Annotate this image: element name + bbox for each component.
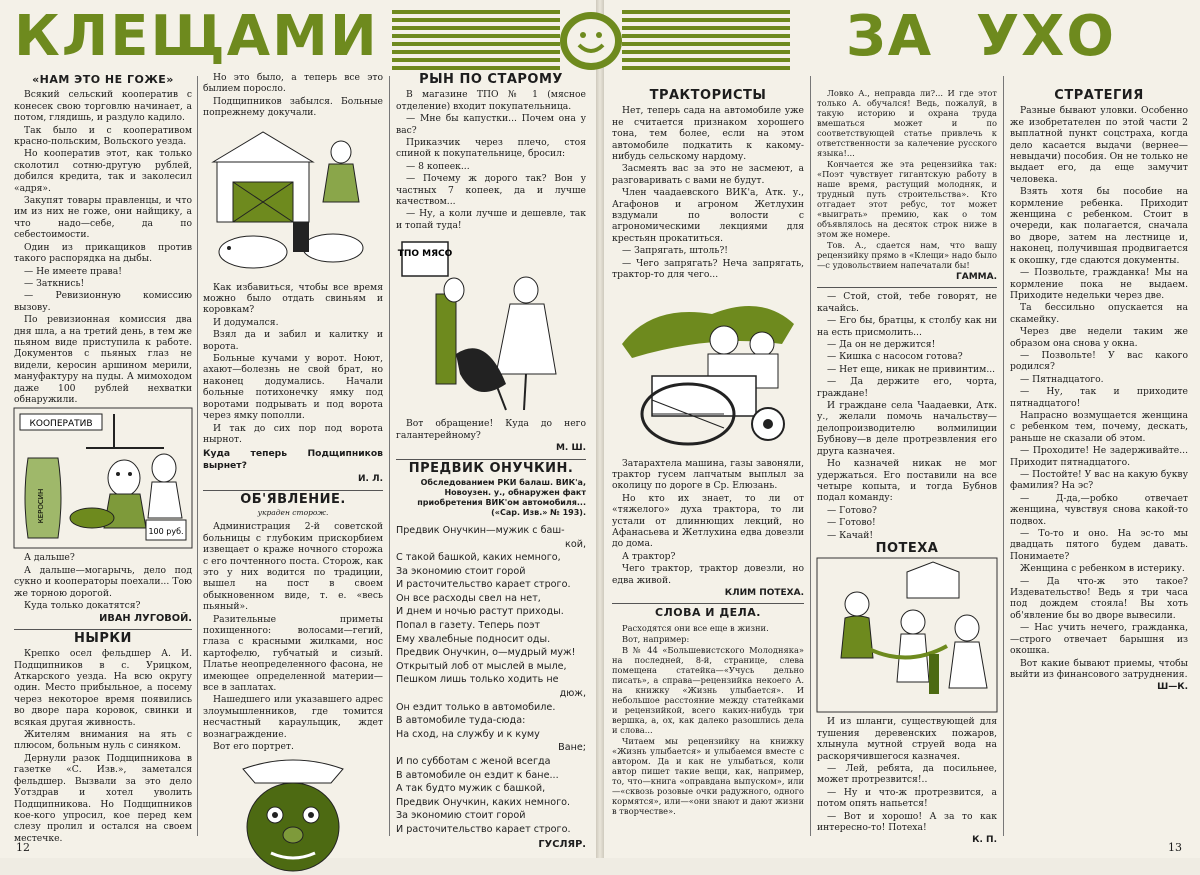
paragraph: В № 44 «Большевистского Молодняка» на последней, 8-й, странице, слева помещена статейка—«Учусь дельно писать», а справа—рецензийка некоего А. на книжку «Жизнь улыбается». И небольшое расстояние между статейками и рецензийкой, всего каких-нибудь три вершка, а, ох, как далеко разошлись дела и слова... <box>612 644 804 735</box>
verse-line: дюж, <box>559 688 586 700</box>
paragraph: — Готово? <box>827 504 877 516</box>
paragraph: Но казначей никак не мог удержаться. Его поставили на все четыре копыта, и тогда Бубнов подал команду: <box>817 458 997 504</box>
page-number-left: 12 <box>16 841 30 854</box>
slova-signature: ГАММА. <box>956 272 997 282</box>
paragraph: Чего трактор, трактор довезли, но едва живой. <box>612 563 804 586</box>
article-title-ryn: РЫН ПО СТАРОМУ <box>419 72 563 87</box>
onuchkin-verse <box>396 525 586 837</box>
verse-line: За экономию стоит горой <box>396 565 526 577</box>
paragraph: — То-то и оно. На эс-то мы двадцать пятого будем давать. Понимаете? <box>1010 528 1188 562</box>
paragraph: А дальше? <box>24 552 75 564</box>
ryn-after <box>396 418 586 441</box>
paragraph: Вот какие бывают приемы, чтобы выйти из финансового затруднения. <box>1010 657 1188 680</box>
slova-body <box>612 623 804 816</box>
paragraph: Приказчик через плечо, стоя спиной к покупательнице, бросил: <box>396 137 586 160</box>
paragraph: Подщипников забылся. Больные попрежнему докучали. <box>203 95 383 119</box>
paragraph: — Нет еще, никак не привинтим... <box>827 363 996 375</box>
paragraph: — 8 копеек... <box>406 160 470 172</box>
paragraph: Дернули разок Подщипникова в газетке «С. Изв.», заметался фельдшер. Вызвали за это дело Уотздрав и хотел уволить Подщипникова. Но Подщипников кое-кого упросил, кое перед кем слезу пролил и остался на своем местечке. <box>14 752 192 844</box>
paragraph: Вот его портрет. <box>213 741 294 753</box>
strategiya-body <box>1010 105 1188 680</box>
paragraph: — Нас учить нечего, гражданка,—строго отвечает барышня из окошка. <box>1010 622 1188 657</box>
paragraph: Вот обращение! Куда до него галантерейному? <box>396 418 586 441</box>
paragraph: Нет, теперь сада на автомобиле уже не считается признаком хорошего тона, тем более, если на этом автомобиле подкатить к какому-нибудь сельскому нардому. <box>612 105 804 163</box>
paragraph: — Лей, ребята, да посильнее, может протрезвится!.. <box>817 762 997 786</box>
verse-line: кой, <box>565 538 586 550</box>
masthead <box>0 6 1200 70</box>
paragraph: — Почему ж дорого так? Вон у частных 7 копеек, да и лучше качеством... <box>396 173 586 208</box>
paragraph: Та бессильно опускается на скамейку. <box>1010 302 1188 325</box>
ne-goje-body <box>14 89 192 405</box>
shop-sign-text: ТПО МЯСО <box>397 249 453 260</box>
left-column-3 <box>396 72 586 850</box>
paragraph: Кончается же эта рецензийка так: «Поэт чувствует гигантскую работу в наше время, растущий молодняк, и трудный путь строительства». Кто отгадает этот ребус, тот может «выиграть» премию, как о том объявлялось на десяток строк ниже в этом же номере. <box>817 159 997 239</box>
paragraph: — Позвольте, гражданка! Мы на кормление пока не выдаем. Приходите недельки через две. <box>1010 267 1188 301</box>
paragraph: Один из прикащиков против такого распорядка на дыбы. <box>14 241 192 265</box>
article-title-nyrki: НЫРКИ <box>74 630 132 646</box>
onuchkin-signature: ГУСЛЯР. <box>538 838 586 850</box>
verse-line: Предвик Онучкин, о—мудрый муж! <box>396 647 576 659</box>
weight-label: 100 руб. <box>148 527 184 537</box>
nyrki-cont-after <box>203 282 383 446</box>
paragraph: — Проходите! Не задерживайте... Приходит пятнадцатого. <box>1010 445 1188 468</box>
shop-dog-illustration <box>396 234 586 414</box>
divider <box>396 459 586 460</box>
article-title-onuchkin: ПРЕДВИК ОНУЧКИН. <box>408 460 574 476</box>
paragraph: — Ну, а коли лучше и дешевле, так и топай туда! <box>396 208 586 231</box>
paragraph: — Мне бы капустки... Почем она у вас? <box>396 113 586 136</box>
verse-line: На сход, на службу и к куму <box>396 728 540 740</box>
paragraph: Как избавиться, чтобы все время можно было отдать свиньям и коровкам? <box>203 281 383 316</box>
masthead-title-uho: УХО <box>976 4 1116 69</box>
paragraph: — Заткнись! <box>24 277 85 289</box>
verse-line: Он все расходы свел на нет, <box>396 592 541 604</box>
paragraph: — Пятнадцатого. <box>1020 373 1104 385</box>
column-rule <box>810 76 811 836</box>
masthead-title-left: КЛЕЩАМИ <box>14 4 379 69</box>
paragraph: Всякий сельский кооператив с конесек свою торговлю начинает, а потом, глядишь, и раздуло кадило. <box>14 89 192 124</box>
watchman-portrait-illustration <box>203 755 383 875</box>
paragraph: И так до сих пор под ворота нырнот. <box>203 422 383 445</box>
paragraph: Жителям внимания на ять с плюсом, больным нуль с синяком. <box>14 729 192 752</box>
paragraph: Ловко А., неправда ли?... И где этот только А. обучался! Ведь, пожалуй, в такую историю и охрана труда вмешаться может и по соответствующей статье привлечь к ответственности за калечение русского языка!... <box>817 88 997 158</box>
ryn-body <box>396 89 586 231</box>
sun-face-icon <box>560 12 622 70</box>
verse-line: Пешком лишь только ходить не <box>396 674 559 686</box>
right-column-2 <box>817 72 997 846</box>
paragraph: — Да что-ж это такое? Издевательство! Ведь я три часа под дождем стояла! Вы хоть об'явление бы во дворе вывесили. <box>1010 575 1188 621</box>
poteha-body <box>817 400 997 541</box>
right-column-3 <box>1010 72 1188 842</box>
verse-line: Ване; <box>558 742 586 754</box>
paragraph: А трактор? <box>622 550 676 562</box>
poteha-signature: К. П. <box>972 835 997 846</box>
paragraph: Взять хотя бы пособие на кормление ребенка. Приходит женщина с ребенком. Стоит в очереди, как полагается, сначала во дворе, затем на лестнице и, наконец, получившая продвигается к окошку, где сдаются документы. <box>1010 186 1188 266</box>
traktoristy-after <box>612 458 804 586</box>
verse-line: Он ездит только в автомобиле. <box>396 701 556 713</box>
paragraph: Разительные приметы похищенного: волосами—гегий, глаза с красными жилками, нос картофелю, губчатый и сизый. Платье неопределенного фасона, не имеющее определенной материи—все в заплатах. <box>203 613 383 694</box>
article-title-ne-goje: «НАМ ЭТО НЕ ГОЖЕ» <box>32 73 174 86</box>
verse-line: И расточительство карает строго. <box>396 579 571 591</box>
paragraph: — Ревизионную комиссию вызову. <box>14 290 192 313</box>
cooperative-illustration <box>14 408 192 548</box>
paragraph: — Кишка с насосом готова? <box>827 351 963 363</box>
right-column-1 <box>612 72 804 842</box>
verse-line: Предвик Онучкин, каких немного. <box>396 796 571 808</box>
paragraph: Тов. А., сдается нам, что вашу рецензийку прямо в «Клещи» надо было—с удовольствием напечатали бы! <box>817 240 997 270</box>
column-rule <box>197 76 198 836</box>
verse-line: За экономию стоит горой <box>396 810 526 822</box>
obyavlenie-body <box>203 521 383 752</box>
left-column-1 <box>14 72 192 842</box>
nyrki-cont-body <box>203 72 383 119</box>
paragraph: — Не имеете права! <box>24 265 122 277</box>
paragraph: — Качай! <box>827 529 874 541</box>
verse-line: В автомобиле он ездит к бане... <box>396 769 559 781</box>
divider <box>612 603 804 604</box>
masthead-stripes-right <box>622 10 790 70</box>
paragraph: В магазине ТПО № 1 (мясное отделение) входит покупательница. <box>396 89 586 112</box>
masthead-stripes-left <box>392 10 560 70</box>
verse-line: И по субботам с женой всегда <box>396 756 551 767</box>
paragraph: — Ну, так и приходите пятнадцатого! <box>1010 386 1188 409</box>
column-rule <box>1003 76 1004 836</box>
article-title-obyavlenie: ОБ'ЯВЛЕНИЕ. <box>240 491 346 507</box>
nyrki-body <box>14 648 192 844</box>
paragraph: И додумался. <box>213 316 279 328</box>
paragraph: А дальше—могарычь, дело под сукно и кооператоры поехали... Тою же торною дорогой. <box>14 564 192 599</box>
nyrki-closing: Куда теперь Подщипников вырнет? <box>203 448 383 471</box>
paragraph: Засмеять вас за это не засмеют, а разговаривать с вами не будут. <box>612 163 804 186</box>
paragraph: Читаем мы рецензийку на книжку «Жизнь улыбается» и улыбаемся вместе с автором. Да и как не улыбаться, коли автор пишет такие вещи, как, например, то, что—книга «оправдана выпуском», или—«сквозь розовые очки радужного, одного кормятся», или—«они знают и дают жизни в творчестве». <box>612 735 804 816</box>
paragraph: Куда только докатятся? <box>24 600 141 611</box>
paragraph: Вот, например: <box>622 633 690 644</box>
column-rule <box>389 76 390 836</box>
coop-sign-text: КООПЕРАТИВ <box>29 419 93 430</box>
paragraph: — Вот и хорошо! А за то как интересно-то! Потеха! <box>817 810 997 833</box>
paragraph: Расходятся они все еще в жизни. <box>622 622 769 633</box>
paragraph: — Стой, стой, тебе говорят, не качайсь. <box>817 291 997 314</box>
traktoristy-body <box>612 105 804 280</box>
paragraph: Женщина с ребенком в истерику. <box>1020 563 1185 575</box>
divider <box>203 490 383 491</box>
paragraph: — Чего запрягать? Неча запрягать, трактор-то для чего... <box>612 257 804 281</box>
paragraph: Член чаадаевского ВИК'а, Атк. у., Агафонов и агроном Жетлухин вздумали по волости с агрономическими лекциями для крестьян прокатиться. <box>612 187 804 244</box>
verse-line: Открытый лоб от мыслей в мыле, <box>396 660 567 672</box>
hose-illustration <box>817 558 997 712</box>
paragraph: — Да держите его, чорта, граждане! <box>817 376 997 399</box>
traktoristy-signature: КЛИМ ПОТЕХА. <box>724 587 804 598</box>
verse-line: А так будто мужик с башкой, <box>396 783 546 795</box>
paragraph: — Д-да,—робко отвечает женщина, чувствуя снова какой-то подвох. <box>1010 492 1188 527</box>
verse-line: С такой башкой, каких немного, <box>396 552 561 564</box>
paragraph: Через две недели таким же образом она снова у окна. <box>1010 326 1188 349</box>
verse-line: Попал в газету. Теперь поэт <box>396 620 541 632</box>
left-column-2 <box>203 72 383 842</box>
verse-line: И днем и ночью растут приходы. <box>396 606 564 618</box>
poteha-after <box>817 716 997 833</box>
slova-cont-body <box>817 88 997 270</box>
ne-goje-after <box>14 552 192 611</box>
paragraph: — Ну и что-ж протрезвится, а потом опять напьется! <box>817 786 997 810</box>
page-gutter <box>596 0 604 858</box>
paragraph: Разные бывают уловки. Особенно же изобретателен по этой части 2 выплатной пункт соцстраха, когда дело касается выдачи (вернее—невыдачи) пособия. Он не только не выдает его, да еще замучит человека. <box>1010 105 1188 185</box>
paragraph: Но кооператив этот, как только сколотил сотню-другую рублей, добился кредита, так и заколесил «адря». <box>14 148 192 194</box>
paragraph: Нашедшего или указавшего адрес злоумышленников, где томится несчастный караульщик, ждет вознаграждение. <box>203 694 383 740</box>
verse-line: В автомобиле туда-сюда: <box>396 715 526 727</box>
page-number-right: 13 <box>1168 841 1182 854</box>
paragraph: Но это было, а теперь все это былием поросло. <box>203 72 383 95</box>
divider <box>817 287 997 288</box>
paragraph: Затарахтела машина, газы завоняли, трактор гусем лапчатым выплыл за околицу по дороге в Ср. Елюзань. <box>612 457 804 492</box>
paragraph: — Готово! <box>827 517 876 529</box>
paragraph: Крепко осел фельдшер А. И. Подщипников в с. Урицком, Аткарского уезда. На всю округу один. Место прибыльное, а посему через некоторое время появились во дворе пара коровок, свинки и всякая другая живность. <box>14 648 192 728</box>
paragraph: По ревизионная комиссия два дня шла, а на третий день, в тем же пьяном виде приступила к работе. Документов с пьяных глаз не видели, керосин аршином мерили, мануфактуру на пуды. А мимоходом даже 100 рублей нехватки обнаружили. <box>14 314 192 405</box>
paragraph: Администрация 2-й советской больницы с глубоким прискорбием извещает о краже ночного сторожа с его почтенного поста. Сторож, как это у них водится по традиции, вышел на пост в своем обыкновенном виде, т. е. «весь пьяный». <box>203 521 383 613</box>
gate-pigs-illustration <box>203 122 383 278</box>
onuchkin-epigraph: Обследованием РКИ балаш. ВИК'а, Новоузен. у., обнаружен факт приобретения ВИК'ом автомобиля... («Сар. Изв.» № 193). <box>417 477 586 517</box>
tractor-illustration <box>612 284 804 454</box>
divider <box>14 629 192 630</box>
article-title-slova: СЛОВА И ДЕЛА. <box>655 606 761 620</box>
article-title-strategiya: СТРАТЕГИЯ <box>1054 88 1144 103</box>
paragraph: И граждане села Чаадаевки, Атк. у., желали помочь начальству—делопроизводителю волмилиции Бубнову—в деле протрезвления его друга казначея. <box>817 400 997 457</box>
paragraph: — Запрягать, штоль?! <box>622 245 728 257</box>
paragraph: Так было и с кооперативом красно-польским, Вольского уезда. <box>14 124 192 148</box>
paragraph: — Постойте! У вас на какую букву фамилия? На эс? <box>1010 469 1189 492</box>
verse-line: И расточительство карает строго. <box>396 823 571 835</box>
article-title-poteha: ПОТЕХА <box>875 540 939 556</box>
paragraph: Закупят товары правленцы, и что им из них не гоже, они найщику, а что надо—себе, да по себестоимости. <box>14 195 192 241</box>
masthead-title-za: ЗА <box>846 4 934 69</box>
kerosene-label: КЕРОСИН <box>37 489 45 524</box>
article-title-traktoristy: ТРАКТОРИСТЫ <box>649 88 767 103</box>
paragraph: — Да он не держится! <box>827 339 936 351</box>
ryn-signature: М. Ш. <box>555 443 586 454</box>
paragraph: И из шланги, существующей для тушения деревенских пожаров, хлынула мутной струей вода на раскорячившегося казначея. <box>817 716 997 762</box>
verse-line: Предвик Онучкин—мужик с баш- <box>396 524 565 536</box>
nyrki-signature: И. Л. <box>358 474 383 485</box>
paragraph: Напрасно возмущается женщина с ребенком тем, почему, дескать, раньше не сказали об этом. <box>1010 409 1188 444</box>
paragraph: — Его бы, братцы, к столбу как ни на есть присмолить... <box>817 315 997 338</box>
paragraph: — Позвольте! У вас какого родился? <box>1010 349 1188 373</box>
strategiya-signature: Ш—К. <box>1157 682 1188 693</box>
obyavlenie-subtitle: украден сторож. <box>257 507 329 517</box>
paragraph: Но кто их знает, то ли от «тяжелого» духа трактора, то ли устали от длиннющих лекций, но Афанасьева и Жетлухина едва довезли до дома. <box>612 492 804 550</box>
poteha-dialog <box>817 291 997 399</box>
verse-line: Ему хвалебные подносит оды. <box>396 633 551 645</box>
paragraph: Взял да и забил и калитку и ворота. <box>203 329 383 352</box>
paragraph: Больные кучами у ворот. Ноют, ахают—болезнь не свой брат, но наконец додумались. Начали больные потихонечку ямку под воротами подрывать и под ворота через ямку пополли. <box>203 353 383 422</box>
ne-goje-signature: ИВАН ЛУГОВОЙ. <box>99 613 192 625</box>
